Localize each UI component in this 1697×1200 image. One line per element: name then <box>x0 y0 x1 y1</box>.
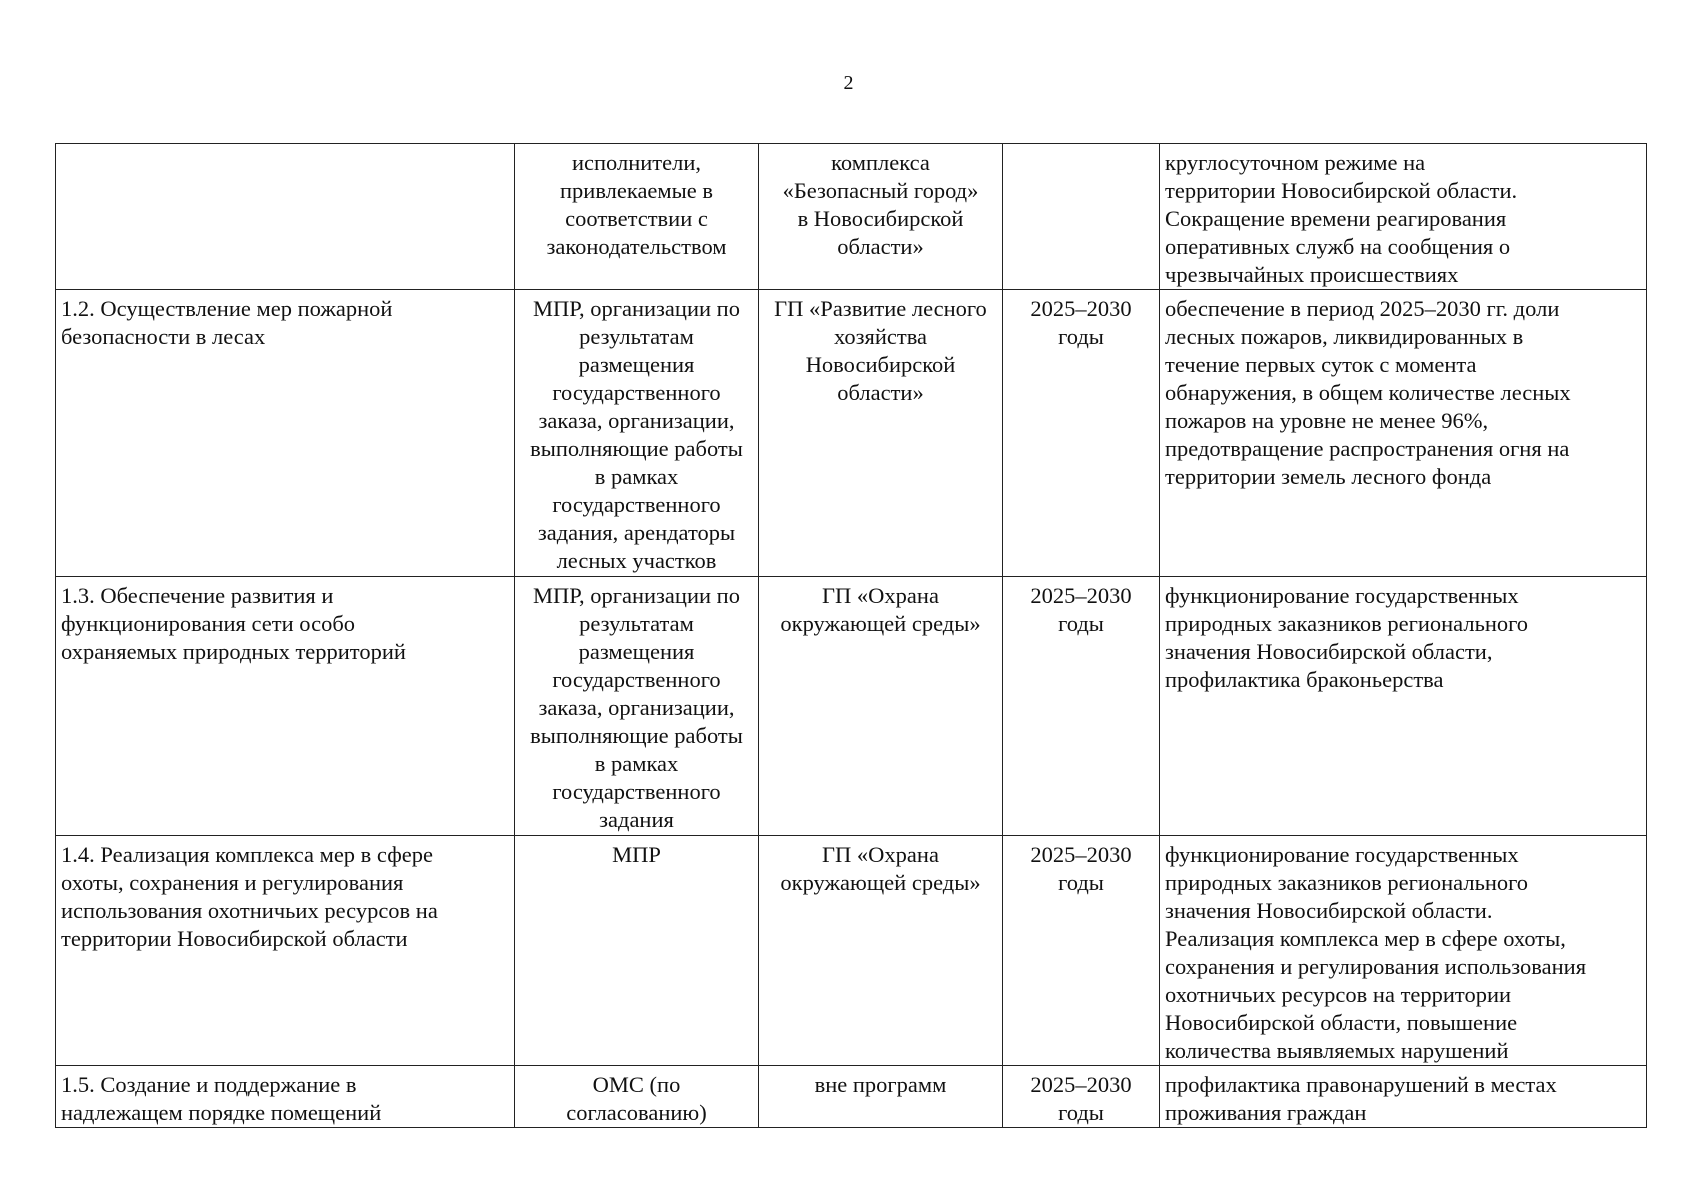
period-cell <box>1003 577 1160 836</box>
measure-cell <box>56 1066 515 1128</box>
period-text: 2025–2030 годы <box>1030 1072 1132 1125</box>
result-cell <box>1160 577 1647 836</box>
measure-text: 1.5. Создание и поддержание в надлежащем порядке помещений <box>61 1072 382 1125</box>
executors-cell <box>515 577 759 836</box>
executors-text: МПР, организации по результатам размещения государственного заказа, организации, выполняющие работы в рамках государственного задания, арендаторы лесных участков <box>530 296 743 573</box>
program-text: ГП «Охрана окружающей среды» <box>780 842 981 895</box>
result-text: функционирование государственных природных заказников регионального значения Новосибирской области, профилактика браконьерства <box>1165 583 1529 692</box>
table-row <box>56 144 1647 290</box>
period-cell <box>1003 1066 1160 1128</box>
program-cell <box>759 836 1003 1066</box>
table-row <box>56 290 1647 577</box>
result-text: профилактика правонарушений в местах проживания граждан <box>1165 1072 1557 1125</box>
period-cell <box>1003 836 1160 1066</box>
result-cell <box>1160 1066 1647 1128</box>
executors-text: МПР <box>612 842 661 867</box>
program-text: ГП «Развитие лесного хозяйства Новосибирской области» <box>774 296 987 405</box>
table-row <box>56 1066 1647 1128</box>
program-cell <box>759 1066 1003 1128</box>
result-cell <box>1160 290 1647 577</box>
measure-cell <box>56 290 515 577</box>
result-cell <box>1160 144 1647 290</box>
result-text: обеспечение в период 2025–2030 гг. доли лесных пожаров, ликвидированных в течение первых суток с момента обнаружения, в общем количестве лесных пожаров на уровне не менее 96%, предотвращение распространения огня на территории земель лесного фонда <box>1165 296 1571 489</box>
executors-text: ОМС (по согласованию) <box>566 1072 707 1125</box>
measure-cell <box>56 144 515 290</box>
page-number: 2 <box>843 72 854 94</box>
period-text: 2025–2030 годы <box>1030 842 1132 895</box>
result-text: функционирование государственных природных заказников регионального значения Новосибирской области. Реализация комплекса мер в сфере охоты, сохранения и регулирования использования охотничьих ресурсов на территории Новосибирской области, повышение количества выявляемых нарушений <box>1165 842 1587 1063</box>
program-text: комплекса «Безопасный город» в Новосибирской области» <box>782 150 979 259</box>
result-text: круглосуточном режиме на территории Новосибирской области. Сокращение времени реагирования оперативных служб на сообщения о чрезвычайных происшествиях <box>1165 150 1518 287</box>
measures-table <box>55 143 1647 1128</box>
table-row <box>56 836 1647 1066</box>
measure-cell <box>56 577 515 836</box>
executors-cell <box>515 290 759 577</box>
period-text: 2025–2030 годы <box>1030 583 1132 636</box>
executors-cell <box>515 836 759 1066</box>
measure-text: 1.3. Обеспечение развития и функционирования сети особо охраняемых природных территорий <box>61 583 406 664</box>
measure-text: 1.2. Осуществление мер пожарной безопасности в лесах <box>61 296 393 349</box>
table-row <box>56 577 1647 836</box>
measure-text: 1.4. Реализация комплекса мер в сфере охоты, сохранения и регулирования использования охотничьих ресурсов на территории Новосибирской области <box>61 842 438 951</box>
program-text: ГП «Охрана окружающей среды» <box>780 583 981 636</box>
measure-cell <box>56 836 515 1066</box>
result-cell <box>1160 836 1647 1066</box>
period-text: 2025–2030 годы <box>1030 296 1132 349</box>
executors-cell <box>515 144 759 290</box>
executors-text: МПР, организации по результатам размещения государственного заказа, организации, выполняющие работы в рамках государственного задания <box>530 583 743 832</box>
executors-cell <box>515 1066 759 1128</box>
period-cell <box>1003 290 1160 577</box>
program-cell <box>759 144 1003 290</box>
period-cell <box>1003 144 1160 290</box>
program-cell <box>759 290 1003 577</box>
program-text: вне программ <box>814 1072 947 1097</box>
executors-text: исполнители, привлекаемые в соответствии с законодательством <box>546 150 727 259</box>
program-cell <box>759 577 1003 836</box>
